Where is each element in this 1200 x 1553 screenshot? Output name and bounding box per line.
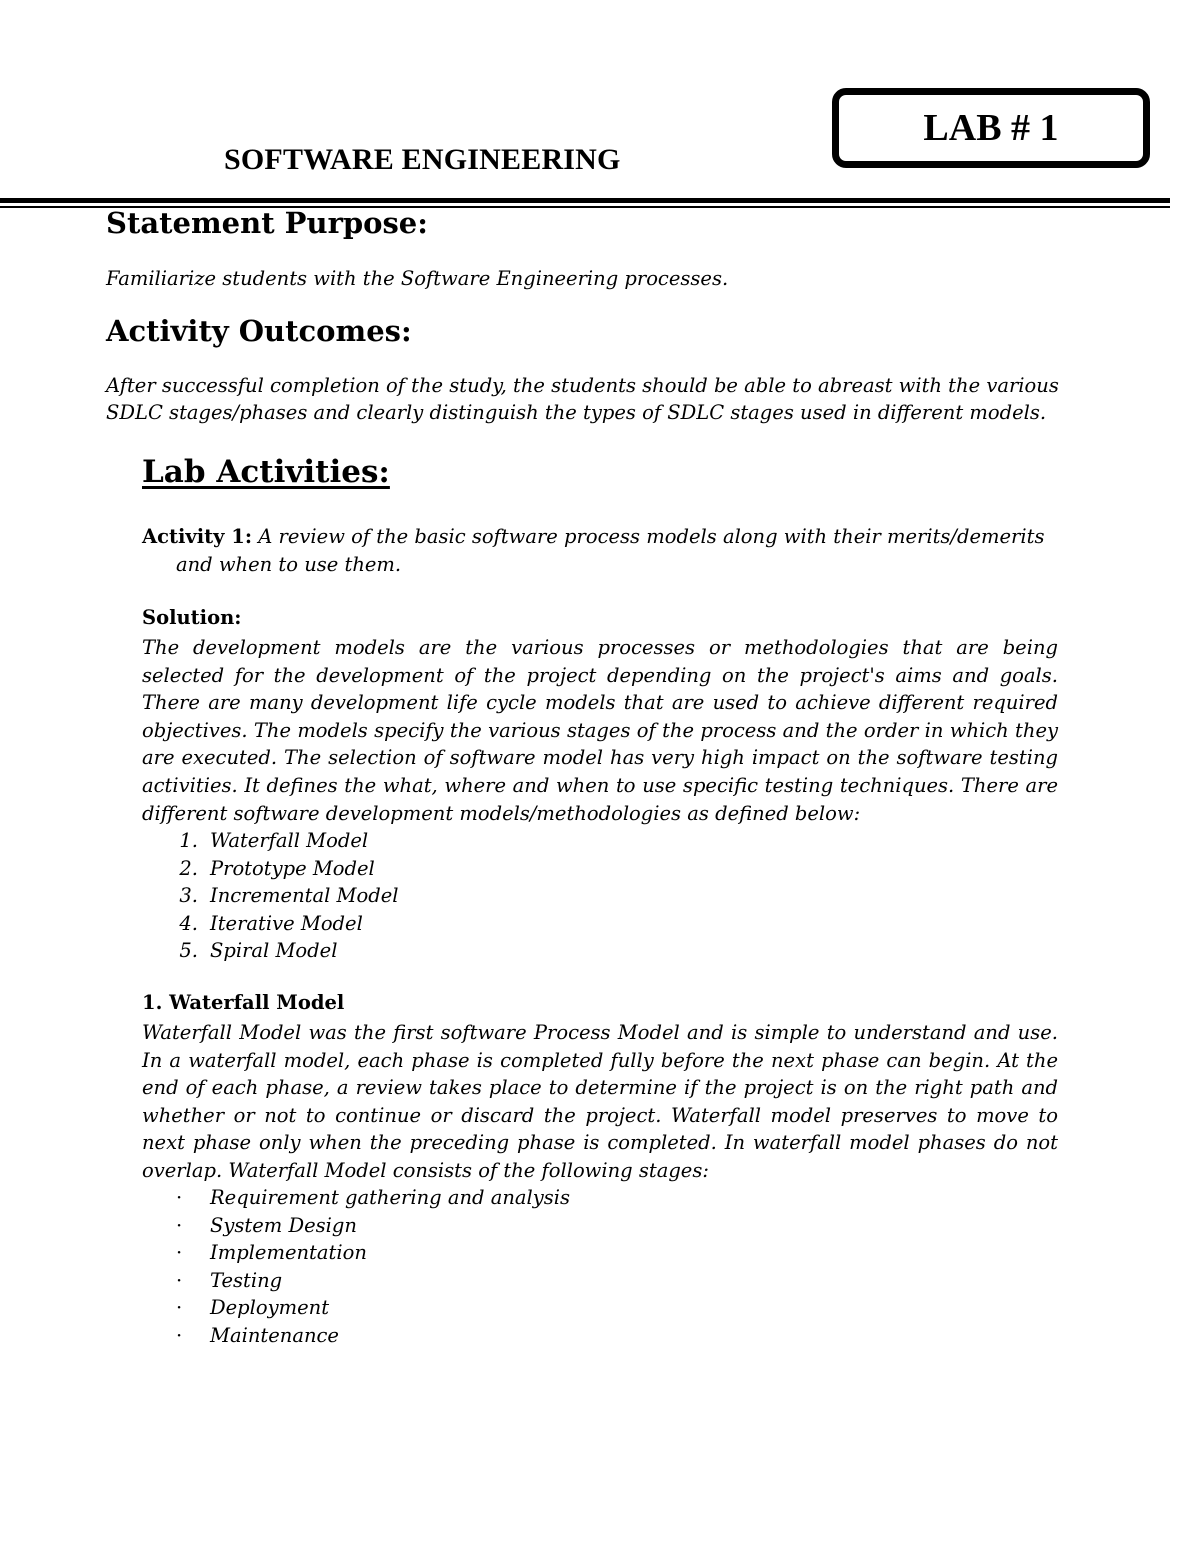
model-name: Waterfall Model: [210, 829, 369, 852]
stage-name: System Design: [210, 1213, 357, 1237]
activity-outcomes-line-2: SDLC stages/phases and clearly distinguish the types of SDLC stages used in different models.: [106, 401, 1047, 424]
list-item: [142, 1212, 570, 1240]
waterfall-paragraph: Waterfall Model was the first software Process Model and is simple to understand and use. In a waterfall model, each phase is completed fully before the next phase can begin. At the end of each phase, a review takes place to determine if the project is on the right path and whether or not to continue or discard the project. Waterfall model preserves to move to next phase only when the preceding phase is completed. In waterfall model phases do not overlap. Waterfall Model consists of the following stages:: [142, 1021, 1058, 1182]
activity-outcomes-line-1: After successful completion of the study, the students should be able to abreast with the various: [106, 374, 1059, 397]
list-number: 5.: [179, 939, 198, 963]
model-name: Iterative Model: [210, 911, 363, 935]
list-item: [142, 1184, 570, 1212]
bullet-marker: ·: [176, 1296, 183, 1320]
activity-1-text: A review of the basic software process models along with their merits/demerits: [258, 525, 1045, 548]
list-item: [142, 937, 399, 965]
activity-1-label: Activity 1:: [142, 525, 253, 548]
course-title: SOFTWARE ENGINEERING: [224, 143, 621, 176]
list-number: 2.: [179, 856, 198, 880]
lab-number-box: [832, 88, 1150, 168]
models-list: [142, 827, 399, 965]
bullet-marker: ·: [176, 1241, 183, 1265]
bullet-marker: ·: [176, 1323, 183, 1347]
statement-purpose-text: Familiarize students with the Software Engineering processes.: [106, 267, 729, 290]
list-item: [142, 1267, 570, 1295]
list-item: [142, 827, 399, 855]
list-item: [142, 855, 399, 883]
solution-heading: Solution:: [142, 606, 242, 629]
stage-name: Testing: [210, 1268, 283, 1292]
header-rule-thick: [0, 198, 1170, 203]
list-item: [142, 1294, 570, 1322]
bullet-marker: ·: [176, 1186, 183, 1209]
list-item: [142, 882, 399, 910]
waterfall-stages-list: [142, 1184, 570, 1350]
bullet-marker: ·: [176, 1268, 183, 1292]
stage-name: Implementation: [210, 1241, 367, 1265]
lab-activities-heading: Lab Activities:: [142, 454, 390, 490]
model-name: Prototype Model: [210, 856, 375, 880]
stage-name: Requirement gathering and analysis: [210, 1186, 571, 1209]
activity-1-text-continued: and when to use them.: [176, 553, 402, 576]
stage-name: Deployment: [210, 1296, 330, 1320]
statement-purpose-heading: Statement Purpose:: [106, 206, 428, 240]
model-name: Incremental Model: [210, 884, 399, 908]
solution-paragraph: The development models are the various processes or methodologies that are being selected for the development of the project depending on the project's aims and goals. There are many development life cycle models that are used to achieve different required objectives. The models specify the various stages of the process and the order in which they are executed. The selection of software model has very high impact on the software testing activities. It defines the what, where and when to use specific testing techniques. There are different software development models/methodologies as defined below:: [142, 636, 1058, 825]
list-item: [142, 1322, 570, 1350]
waterfall-heading: 1. Waterfall Model: [142, 991, 345, 1014]
activity-outcomes-heading: Activity Outcomes:: [106, 314, 412, 348]
activity-1: [142, 523, 1058, 579]
list-number: 3.: [179, 884, 198, 908]
bullet-marker: ·: [176, 1213, 183, 1237]
list-number: 4.: [179, 911, 198, 935]
model-name: Spiral Model: [210, 939, 338, 963]
lab-number-label: LAB # 1: [923, 107, 1059, 149]
stage-name: Maintenance: [210, 1323, 339, 1347]
list-number: 1.: [179, 829, 198, 852]
list-item: [142, 1239, 570, 1267]
list-item: [142, 910, 399, 938]
